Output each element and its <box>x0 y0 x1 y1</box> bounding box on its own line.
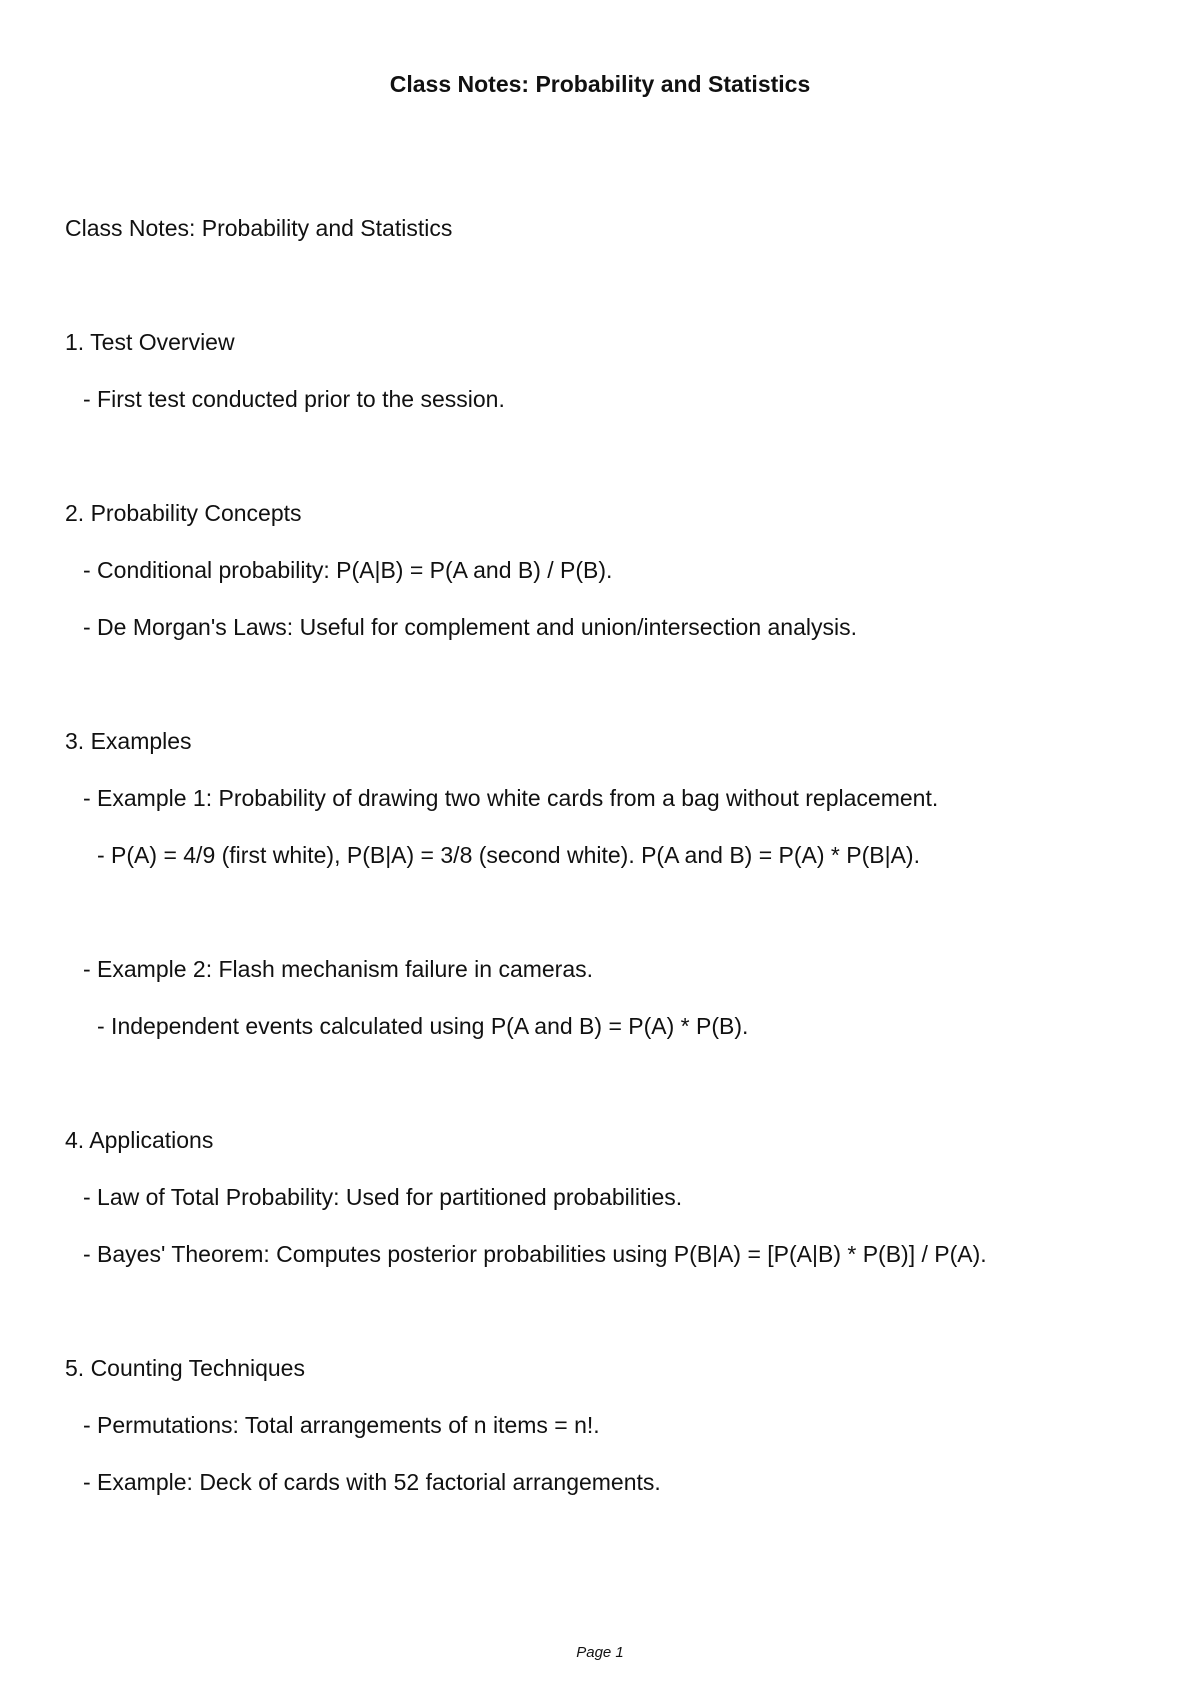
section-subline: - P(A) = 4/9 (first white), P(B|A) = 3/8 (second white). P(A and B) = P(A) * P(B|A). <box>97 842 920 868</box>
document-body <box>65 214 1145 1525</box>
section-heading-counting-techniques: 5. Counting Techniques <box>65 1355 305 1381</box>
section-heading-test-overview: 1. Test Overview <box>65 329 235 355</box>
document-title: Class Notes: Probability and Statistics <box>389 71 811 97</box>
section-line: - Law of Total Probability: Used for partitioned probabilities. <box>83 1184 683 1210</box>
notes-subtitle: Class Notes: Probability and Statistics <box>65 215 453 241</box>
page-number: Page 1 <box>576 1644 624 1661</box>
section-line: - Example 2: Flash mechanism failure in cameras. <box>83 956 594 982</box>
section-line: - Example: Deck of cards with 52 factorial arrangements. <box>83 1469 661 1495</box>
section-line: - Permutations: Total arrangements of n items = n!. <box>83 1412 600 1438</box>
section-heading-examples: 3. Examples <box>65 728 192 754</box>
section-line: - De Morgan's Laws: Useful for complement and union/intersection analysis. <box>83 614 857 640</box>
section-line: - First test conducted prior to the session. <box>83 386 505 412</box>
section-subline: - Independent events calculated using P(A and B) = P(A) * P(B). <box>97 1013 749 1039</box>
section-heading-probability-concepts: 2. Probability Concepts <box>65 500 302 526</box>
section-line: - Bayes' Theorem: Computes posterior probabilities using P(B|A) = [P(A|B) * P(B)] / P(A). <box>83 1241 987 1267</box>
section-heading-applications: 4. Applications <box>65 1127 214 1153</box>
section-line: - Conditional probability: P(A|B) = P(A and B) / P(B). <box>83 557 613 583</box>
section-line: - Example 1: Probability of drawing two white cards from a bag without replacement. <box>83 785 939 811</box>
